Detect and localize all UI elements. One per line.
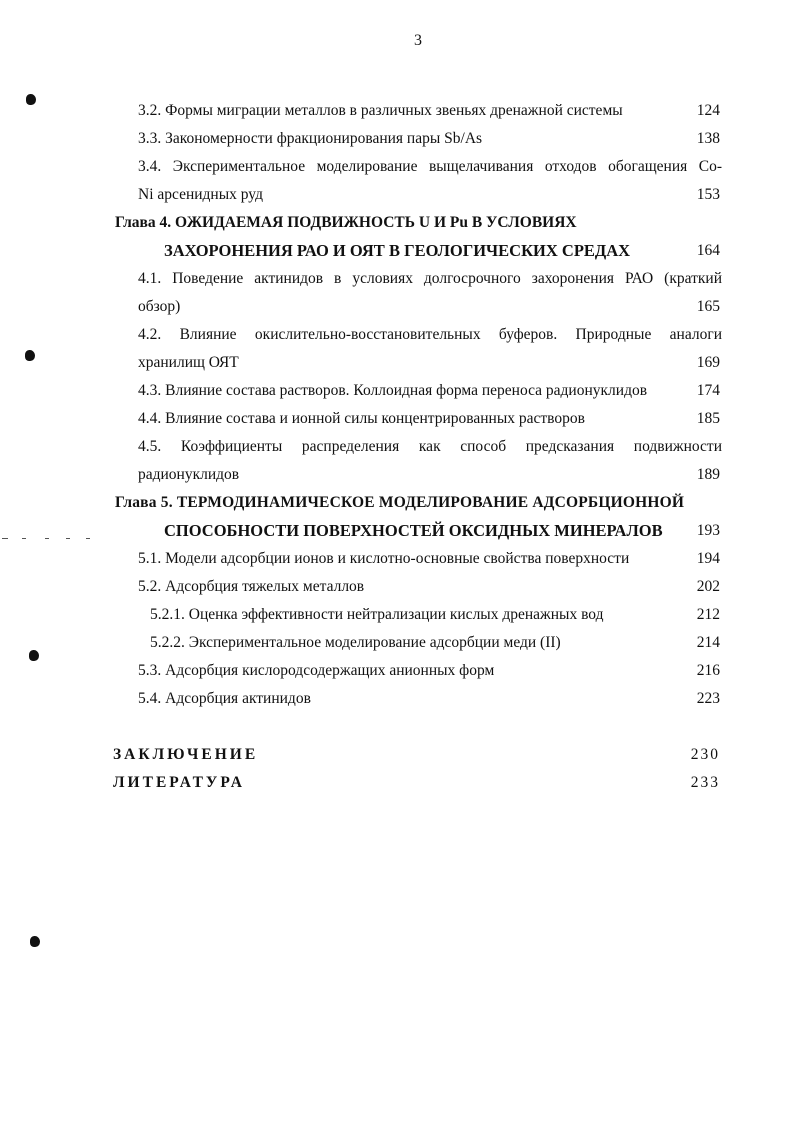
binder-hole-mark (26, 94, 36, 105)
toc-entry-3-2: 3.2. Формы миграции металлов в различных звеньях дренажной системы (138, 102, 623, 119)
toc-page-5-3: 216 (696, 662, 720, 679)
conclusion-title: ЗАКЛЮЧЕНИЕ (113, 746, 259, 763)
toc-entry-4-5-cont: радионуклидов (138, 466, 240, 483)
toc-page-4-5: 189 (696, 466, 720, 483)
toc-entry-4-1: 4.1. Поведение актинидов в условиях долгосрочного захоронения РАО (краткий (138, 270, 722, 287)
scan-artifact (2, 538, 8, 539)
toc-page-5-2-2: 214 (696, 634, 720, 651)
binder-hole-mark (30, 936, 40, 947)
toc-entry-4-5: 4.5. Коэффициенты распределения как способ предсказания подвижности (138, 438, 722, 455)
page-number: 3 (414, 32, 422, 49)
chapter-5-title-cont: СПОСОБНОСТИ ПОВЕРХНОСТЕЙ ОКСИДНЫХ МИНЕРАЛОВ (164, 521, 663, 540)
chapter-4-title-cont: ЗАХОРОНЕНИЯ РАО И ОЯТ В ГЕОЛОГИЧЕСКИХ СРЕДАХ (164, 241, 631, 260)
toc-page-4-3: 174 (696, 382, 720, 399)
toc-page-5-1: 194 (696, 550, 720, 567)
chapter-4-title: Глава 4. ОЖИДАЕМАЯ ПОДВИЖНОСТЬ U И Pu В УСЛОВИЯХ (115, 214, 577, 231)
binder-hole-mark (29, 650, 39, 661)
toc-entry-5-2: 5.2. Адсорбция тяжелых металлов (138, 578, 365, 595)
scan-artifact (22, 538, 26, 539)
toc-entry-4-1-cont: обзор) (138, 298, 181, 315)
toc-page-literature: 233 (690, 774, 720, 791)
scan-artifact (86, 538, 90, 539)
toc-entry-4-4: 4.4. Влияние состава и ионной силы концентрированных растворов (138, 410, 585, 427)
toc-entry-4-3: 4.3. Влияние состава растворов. Коллоидная форма переноса радионуклидов (138, 382, 648, 399)
binder-hole-mark (25, 350, 35, 361)
chapter-5-title: Глава 5. ТЕРМОДИНАМИЧЕСКОЕ МОДЕЛИРОВАНИЕ АДСОРБЦИОННОЙ (115, 494, 685, 511)
toc-entry-5-1: 5.1. Модели адсорбции ионов и кислотно-основные свойства поверхности (138, 550, 630, 567)
toc-entry-4-2: 4.2. Влияние окислительно-восстановительных буферов. Природные аналоги (138, 326, 722, 343)
scan-artifact (66, 538, 70, 539)
toc-page-4-1: 165 (696, 298, 720, 315)
toc-entry-3-4-cont: Ni арсенидных руд (138, 186, 263, 203)
toc-entry-5-4: 5.4. Адсорбция актинидов (138, 690, 311, 707)
toc-entry-5-3: 5.3. Адсорбция кислородсодержащих анионных форм (138, 662, 495, 679)
toc-page-5-4: 223 (696, 690, 720, 707)
toc-entry-4-2-cont: хранилищ ОЯТ (138, 354, 239, 371)
toc-page-4-2: 169 (696, 354, 720, 371)
literature-title: ЛИТЕРАТУРА (113, 774, 245, 791)
toc-page-3-3: 138 (696, 130, 720, 147)
toc-page-5-2: 202 (696, 578, 720, 595)
toc-page-5-2-1: 212 (696, 606, 720, 623)
toc-page-ch4: 164 (696, 242, 720, 259)
toc-entry-3-4: 3.4. Экспериментальное моделирование выщелачивания отходов обогащения Co- (138, 158, 722, 175)
toc-entry-5-2-2: 5.2.2. Экспериментальное моделирование адсорбции меди (II) (150, 634, 561, 651)
toc-page-conclusion: 230 (690, 746, 720, 763)
toc-entry-3-3: 3.3. Закономерности фракционирования пары Sb/As (138, 130, 483, 147)
toc-page-3-2: 124 (696, 102, 720, 119)
scan-artifact (45, 538, 49, 539)
toc-page-3-4: 153 (696, 186, 720, 203)
toc-entry-5-2-1: 5.2.1. Оценка эффективности нейтрализации кислых дренажных вод (150, 606, 604, 623)
toc-page-4-4: 185 (696, 410, 720, 427)
toc-page-ch5: 193 (696, 522, 720, 539)
